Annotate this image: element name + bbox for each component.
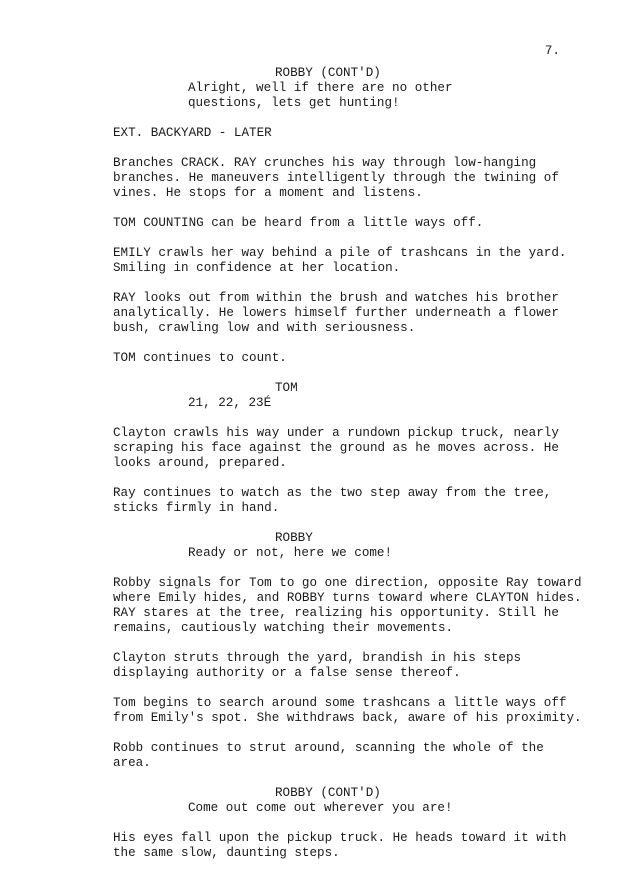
action-line: branches. He maneuvers intelligently through the twining of	[113, 171, 559, 185]
dialogue-line: Come out come out wherever you are!	[188, 801, 453, 815]
action-paragraph	[113, 351, 583, 366]
dialogue-block	[188, 81, 488, 111]
page-number: 7.	[544, 44, 560, 58]
action-line: from Emily's spot. She withdraws back, aware of his proximity.	[113, 711, 582, 725]
action-line: Clayton struts through the yard, brandish in his steps	[113, 651, 522, 665]
dialogue-line: Ready or not, here we come!	[188, 546, 393, 560]
action-line: vines. He stops for a moment and listens.	[113, 186, 423, 200]
action-line: Clayton crawls his way under a rundown pickup truck, nearly	[113, 426, 559, 440]
dialogue-block	[188, 546, 488, 561]
dialogue-line: 21, 22, 23É	[188, 396, 272, 410]
action-line: where Emily hides, and ROBBY turns toward where CLAYTON hides.	[113, 591, 582, 605]
character-cue: ROBBY (CONT'D)	[275, 786, 381, 800]
action-paragraph	[113, 696, 583, 726]
character-cue: ROBBY	[275, 531, 313, 545]
action-line: the same slow, daunting steps.	[113, 846, 340, 860]
action-line: remains, cautiously watching their movements.	[113, 621, 454, 635]
character-cue: TOM	[275, 381, 298, 395]
dialogue-line: questions, lets get hunting!	[188, 96, 400, 110]
action-line: Tom begins to search around some trashcans a little ways off	[113, 696, 567, 710]
action-line: area.	[113, 756, 151, 770]
action-paragraph	[113, 651, 583, 681]
action-paragraph	[113, 156, 583, 201]
action-line: TOM continues to count.	[113, 351, 287, 365]
action-line: looks around, prepared.	[113, 456, 287, 470]
action-line: scraping his face against the ground as he moves across. He	[113, 441, 559, 455]
action-paragraph	[113, 741, 583, 771]
action-paragraph	[113, 291, 583, 336]
action-line: displaying authority or a false sense thereof.	[113, 666, 461, 680]
dialogue-block	[188, 801, 488, 816]
action-line: EMILY crawls her way behind a pile of trashcans in the yard.	[113, 246, 567, 260]
action-paragraph	[113, 426, 583, 471]
action-line: Smiling in confidence at her location.	[113, 261, 401, 275]
action-line: Ray continues to watch as the two step away from the tree,	[113, 486, 552, 500]
action-line: Robb continues to strut around, scanning the whole of the	[113, 741, 544, 755]
action-line: analytically. He lowers himself further underneath a flower	[113, 306, 559, 320]
action-paragraph	[113, 486, 583, 516]
action-line: bush, crawling low and with seriousness.	[113, 321, 416, 335]
action-paragraph	[113, 246, 583, 276]
action-paragraph	[113, 216, 583, 231]
scene-heading: EXT. BACKYARD - LATER	[113, 126, 272, 140]
action-line: sticks firmly in hand.	[113, 501, 280, 515]
action-line: Branches CRACK. RAY crunches his way through low-hanging	[113, 156, 537, 170]
action-paragraph	[113, 576, 583, 636]
action-paragraph	[113, 831, 583, 861]
action-line: His eyes fall upon the pickup truck. He heads toward it with	[113, 831, 567, 845]
dialogue-line: Alright, well if there are no other	[188, 81, 453, 95]
action-line: Robby signals for Tom to go one direction, opposite Ray toward	[113, 576, 582, 590]
action-line: RAY stares at the tree, realizing his opportunity. Still he	[113, 606, 559, 620]
dialogue-block	[188, 396, 488, 411]
character-cue: ROBBY (CONT'D)	[275, 66, 381, 80]
script-body	[113, 66, 583, 876]
action-line: TOM COUNTING can be heard from a little ways off.	[113, 216, 484, 230]
action-line: RAY looks out from within the brush and watches his brother	[113, 291, 559, 305]
